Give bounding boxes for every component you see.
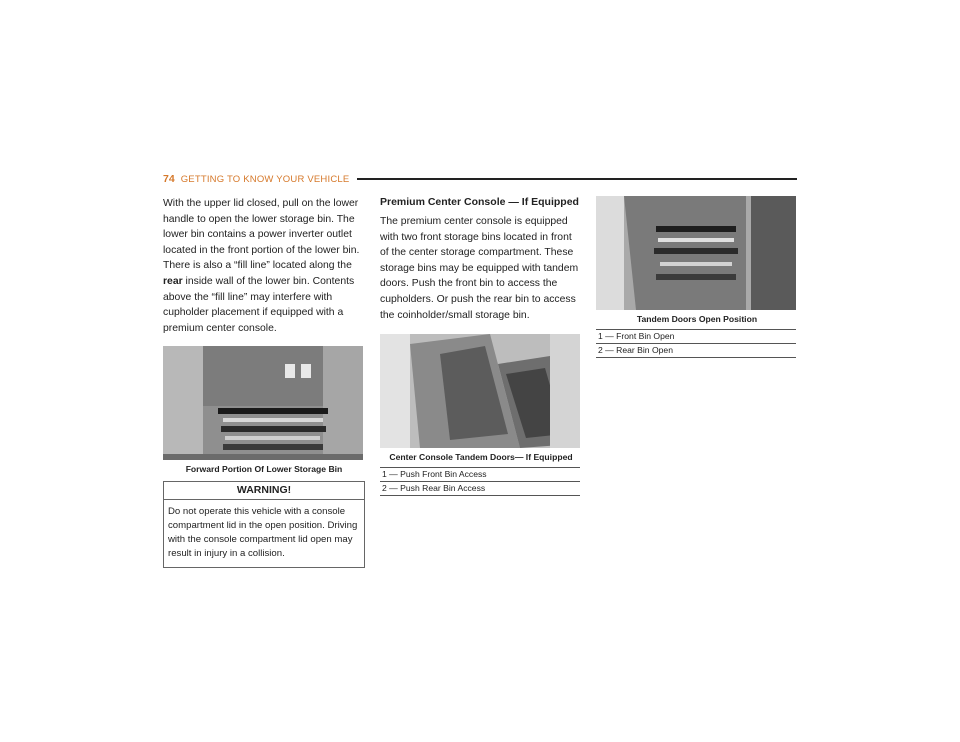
warning-box: [163, 481, 365, 568]
column-right: [596, 196, 798, 358]
figure-caption: Tandem Doors Open Position: [636, 314, 758, 324]
tandem-doors-photo: [380, 334, 580, 448]
legend-item: 1 — Push Front Bin Access: [380, 468, 580, 482]
column-left: [163, 196, 365, 568]
legend-item: 2 — Rear Bin Open: [596, 344, 796, 358]
premium-console-paragraph: The premium center console is equipped with two front storage bins located in front of the center storage compartment. These storage bins may be equipped with tandem doors. Push the front bin to access the cupholders. Or push the rear bin to access the coinholder/small storage bin.: [380, 216, 579, 321]
legend-item: 1 — Front Bin Open: [596, 330, 796, 344]
section-title: GETTING TO KNOW YOUR VEHICLE: [180, 173, 350, 185]
figure-legend: [380, 467, 580, 496]
warning-text: Do not operate this vehicle with a console compartment lid in the open position. Driving with the console compartment lid open may result in injury in a collision.: [168, 506, 358, 560]
lower-storage-bin-photo: [163, 346, 363, 460]
figure-caption: Center Console Tandem Doors— If Equipped: [389, 452, 573, 463]
figure-caption: Forward Portion Of Lower Storage Bin: [185, 464, 343, 475]
page-header: [163, 172, 797, 186]
figure-legend: [596, 329, 796, 358]
legend-item: 2 — Push Rear Bin Access: [380, 482, 580, 496]
lower-bin-paragraph: With the upper lid closed, pull on the lower handle to open the lower storage bin. The lower bin contains a power inverter outlet located in the front portion of the lower bin. There is also a “fill line” located along the rear inside wall of the lower bin. Contents above the “fill line” may interfere with cupholder placement if equipped with a premium center console.: [163, 198, 360, 334]
page-number: 74: [163, 173, 175, 185]
section-heading: Premium Center Console — If Equipped: [380, 196, 579, 208]
header-rule: [357, 178, 797, 180]
tandem-doors-open-photo: [596, 196, 796, 310]
warning-title: WARNING!: [164, 482, 364, 500]
column-middle: [380, 196, 582, 496]
rear-emphasis: rear: [163, 275, 183, 287]
